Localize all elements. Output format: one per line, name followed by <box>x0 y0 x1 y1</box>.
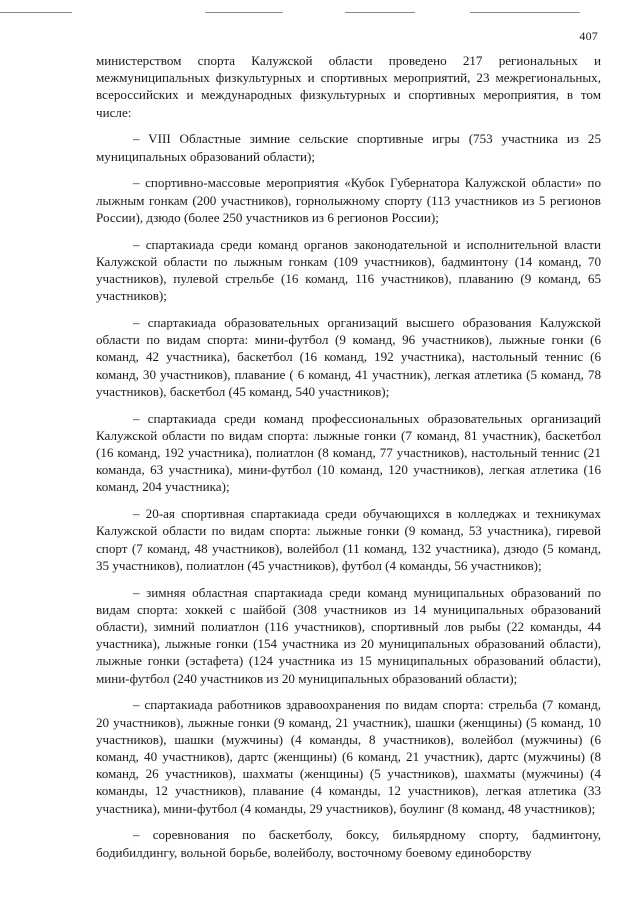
paragraph-item: – 20-ая спортивная спартакиада среди обучающихся в колледжах и техникумах Калужской области по видам спорта: лыжные гонки (9 команд, 53 участника), гиревой спорт (7 команд, 48 участников), волейбол (11 команд, 132 участника), дзюдо (5 команд, 35 участников), полиатлон (45 участников), футбол (4 команды, 56 участников); <box>96 506 601 573</box>
document-body <box>96 52 601 870</box>
paragraph-item: – спортивно-массовые мероприятия «Кубок Губернатора Калужской области» по лыжным гонкам (200 участников), горнолыжному спорту (113 участников из 5 регионов России), дзюдо (более 250 участников из 6 регионов России); <box>96 175 601 225</box>
paragraph-item: – спартакиада работников здравоохранения по видам спорта: стрельба (7 команд, 20 участников), лыжные гонки (9 команд, 21 участник), шашки (женщины) (5 команд, 10 участников), шашки (мужчины) (4 команды, 8 участников), волейбол (мужчины) (6 команд, 40 участников), дартс (женщины) (6 команд, 21 участник), дартс (мужчины) (8 команд, 26 участников), шахматы (женщины) (5 участников), шахматы (мужчины) (4 команды, 12 участников), плавание (4 команды, 12 участников), легкая атлетика (33 участника), мини-футбол (4 команды, 29 участников), боулинг (8 команд, 48 участников); <box>96 697 601 816</box>
paragraph-item: – соревнования по баскетболу, боксу, бильярдному спорту, бадминтону, бодибилдингу, вольной борьбе, волейболу, восточному боевому единоборству <box>96 827 601 860</box>
paragraph-item: – VIII Областные зимние сельские спортивные игры (753 участника из 25 муниципальных образований области); <box>96 131 601 164</box>
paragraph-item: – спартакиада среди команд профессиональных образовательных организаций Калужской области по видам спорта: лыжные гонки (7 команд, 81 участник), баскетбол (16 команд, 192 участника), полиатлон (8 команд, 77 участников), настольный теннис (21 команда, 63 участника), мини-футбол (10 команд, 120 участников), легкая атлетика (16 команд, 204 участника); <box>96 410 601 495</box>
page-number: 407 <box>579 29 598 43</box>
paragraph-item: – спартакиада образовательных организаций высшего образования Калужской области по видам спорта: мини-футбол (9 команд, 96 участников), лыжные гонки (6 команд, 42 участника), баскетбол (16 команд, 192 участника), настольный теннис (6 команд, 30 участников), плавание ( 6 команд, 41 участник), легкая атлетика (5 команд, 78 участников), баскетбол (45 команд, 540 участников); <box>96 315 601 399</box>
paragraph-item: – зимняя областная спартакиада среди команд муниципальных образований по видам спорта: хоккей с шайбой (308 участников из 14 муниципальных образований области), зимний полиатлон (116 участников), спортивный лов рыбы (22 команды, 44 участника), лыжные гонки (154 участника из 20 муниципальных образований области), лыжные гонки (эстафета) (124 участника из 15 муниципальных образований области), мини-футбол (240 участников из 20 муниципальных образований области); <box>96 584 601 686</box>
paragraph-item: – спартакиада среди команд органов законодательной и исполнительной власти Калужской области по лыжным гонкам (109 участников), бадминтону (14 команд, 70 участников), пулевой стрельбе (16 команд, 116 участников), плаванию (9 команд, 65 участников); <box>96 236 601 304</box>
paragraph-intro: министерством спорта Калужской области проведено 217 региональных и межмуниципальных физкультурных и спортивных мероприятий, 23 межрегиональных, всероссийских и международных физкультурных и спортивных мероприятия, в том числе: <box>96 53 601 120</box>
scan-artifacts <box>0 12 640 18</box>
